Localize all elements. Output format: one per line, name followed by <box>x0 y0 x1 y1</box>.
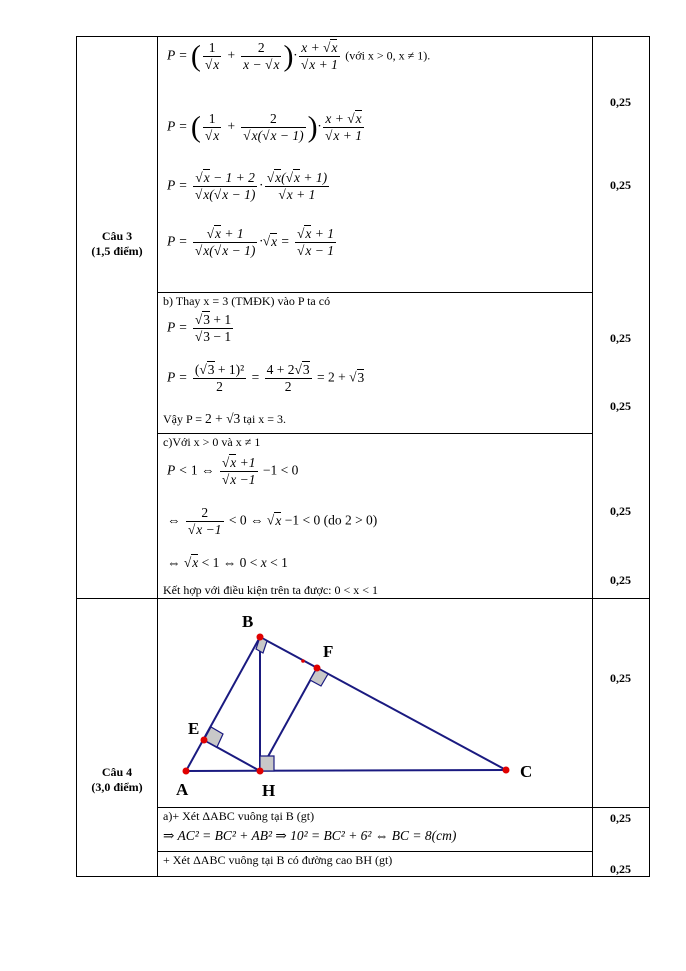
q3a-line-1: P = ( $\frac{1}{√x}$ + $\frac{2}{x - √x}$ )· $\frac{x + √x}{√x + 1}$ (với x > 0, x ≠ 1). <box>167 39 431 73</box>
q3b-line-2: P = $\frac{\text{(√3 + 1)²}}{2}$ = $\frac{4 + 2√3}{2}$ = 2 + √3 <box>167 362 365 394</box>
table-border-bottom <box>76 876 650 877</box>
q3c-intro: c)Với x > 0 và x ≠ 1 <box>163 435 261 449</box>
q3a-line-3: P = $\frac{√x - 1 + 2}{√x(√x - 1)}$ · $\frac{√x(√x + 1)}{√x + 1}$ <box>167 170 328 202</box>
point-b <box>257 634 264 641</box>
q4a-line-3: + Xét ΔABC vuông tại B có đường cao BH (gt) <box>163 853 393 867</box>
q3a-condition: (với x > 0, x ≠ 1). <box>345 48 431 63</box>
label-e: E <box>188 719 200 738</box>
question-4-points: (3,0 điểm) <box>91 780 143 794</box>
score-3c-2: 0,25 <box>610 573 631 587</box>
score-3b-1: 0,25 <box>610 331 631 345</box>
point-f <box>314 665 321 672</box>
q3b-line-1: P = $\frac{√3 + 1}{√3 - 1}$ <box>167 312 232 344</box>
q3b-conclusion-pre: Vậy P = <box>163 412 202 426</box>
segment-ac <box>186 770 506 771</box>
q3c-note: (do 2 > 0) <box>323 512 378 528</box>
q3a-line-2: P = ( $\frac{1}{√x}$ + $\frac{2}{√x(√x - 1)}$ )· $\frac{x + √x}{√x + 1}$ <box>167 110 363 144</box>
q4a-line-2: ⇒ AC² = BC² + AB² ⇒ 10² = BC² + 6² ⇔ BC = 8(cm) <box>163 828 457 843</box>
label-c: C <box>520 762 533 781</box>
table-border-right <box>649 36 650 877</box>
point-h <box>257 768 264 775</box>
question-3-points: (1,5 điểm) <box>91 244 143 258</box>
q3b-conclusion-expr: 2 + √3 <box>205 411 241 426</box>
score-3b-2: 0,25 <box>610 399 631 413</box>
question-4-label <box>77 765 157 795</box>
row-divider-4a2 <box>157 851 593 852</box>
label-h: H <box>262 781 276 800</box>
q3c-final: Kết hợp với điều kiện trên ta được: 0 < x < 1 <box>163 583 379 597</box>
table-border-top <box>76 36 650 37</box>
score-3a-2: 0,25 <box>610 178 631 192</box>
row-divider-4a <box>157 807 649 808</box>
question-3-label <box>77 229 157 259</box>
label-a: A <box>176 780 189 799</box>
row-divider-3b <box>157 292 593 293</box>
q3c-line-2: ⇔ $\frac{2}{√x -1}$ < 0 ⇔ √x −1 < 0 (do 2 > 0) <box>167 505 378 537</box>
score-3a-1: 0,25 <box>610 95 631 109</box>
question-4-title: Câu 4 <box>101 765 133 779</box>
row-divider-q4 <box>76 598 650 599</box>
q4a-line-1: a)+ Xét ΔABC vuông tại B (gt) <box>163 809 315 823</box>
q3c-line-3: ⇔ √x < 1 ⇔ 0 < x < 1 <box>167 555 288 570</box>
figure-lines <box>186 637 506 771</box>
score-4a-2: 0,25 <box>610 862 631 876</box>
figure-points <box>183 634 510 775</box>
point-e <box>201 737 208 744</box>
q3b-conclusion <box>163 411 286 427</box>
score-4-figure: 0,25 <box>610 671 631 685</box>
col-divider-2 <box>592 36 593 877</box>
q3b-conclusion-post: tại x = 3. <box>243 412 287 426</box>
score-3c-1: 0,25 <box>610 504 631 518</box>
question-3-title: Câu 3 <box>101 229 133 243</box>
table-border-left <box>76 36 77 877</box>
q3c-line-1: P < 1 ⇔ $\frac{√x +1}{√x -1}$ −1 < 0 <box>167 455 299 487</box>
point-c <box>503 767 510 774</box>
q3a-line-4: P = $\frac{√x + 1}{√x(√x - 1)}$ ·√x = $\frac{√x + 1}{√x - 1}$ <box>167 226 335 258</box>
q3b-intro: b) Thay x = 3 (TMĐK) vào P ta có <box>163 294 331 308</box>
score-4a-1: 0,25 <box>610 811 631 825</box>
label-b: B <box>242 612 254 631</box>
right-angle-e <box>204 727 223 747</box>
row-divider-3c <box>157 433 593 434</box>
label-f: F <box>323 642 334 661</box>
point-a <box>183 768 190 775</box>
point-mark <box>301 659 305 663</box>
triangle-figure <box>158 600 592 806</box>
